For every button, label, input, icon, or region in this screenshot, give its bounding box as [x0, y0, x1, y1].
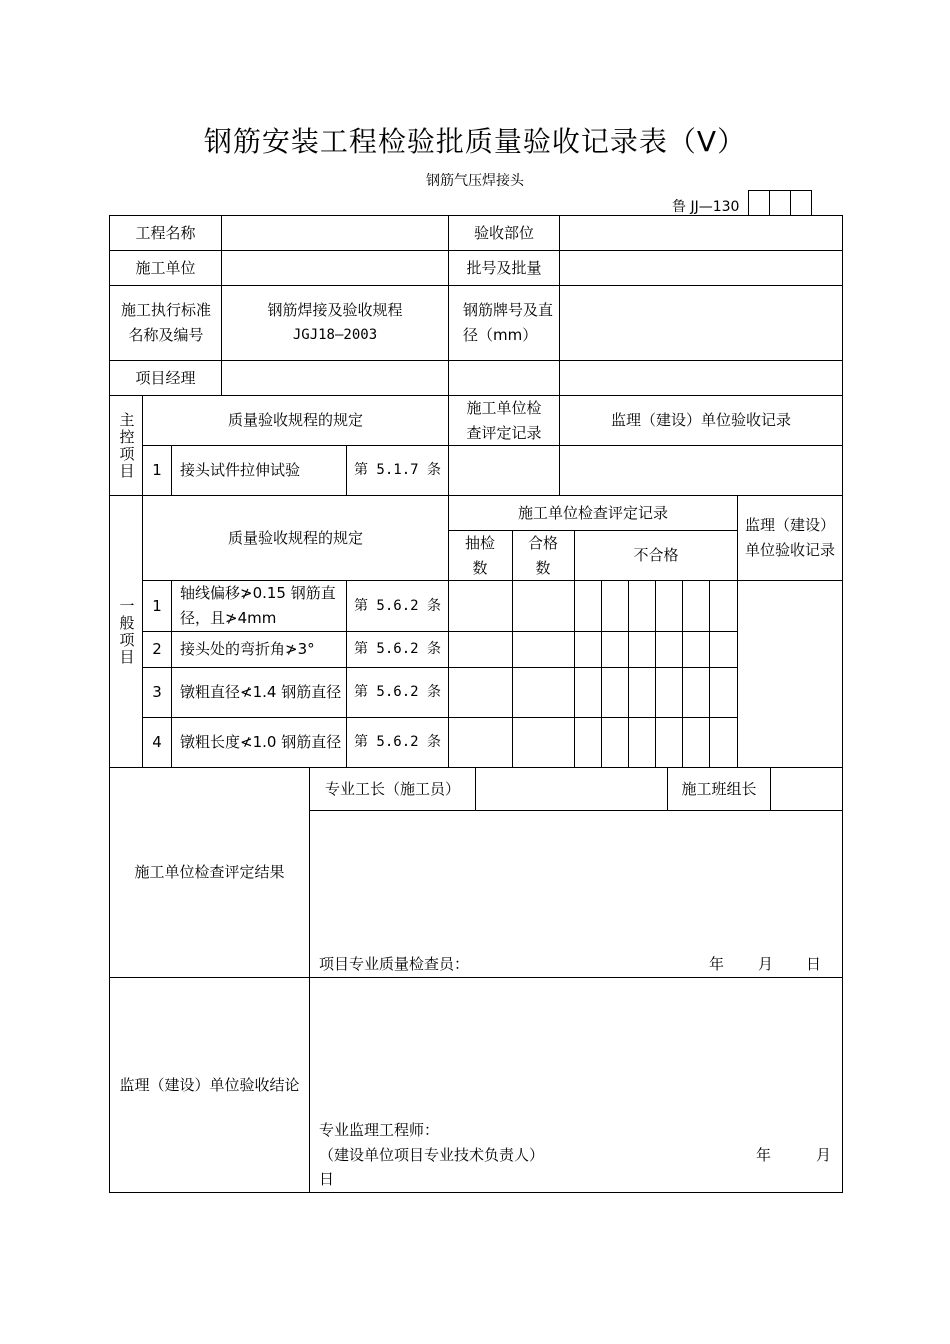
accept-part-label: 验收部位: [473, 223, 534, 242]
general-supervisor-header: 监理（建设）单位验收记录: [744, 516, 835, 559]
supervision-year: 年: [756, 1146, 772, 1164]
main-item-check-field[interactable]: [449, 446, 559, 495]
main-item-no: 1: [152, 461, 162, 479]
construction-unit-label: 施工单位: [135, 258, 196, 277]
general-section-label: 一般项目: [117, 597, 136, 666]
general-item-no: 4: [152, 733, 162, 751]
project-manager-label: 项目经理: [135, 368, 196, 387]
construction-year: 年: [709, 955, 725, 973]
project-name-label: 工程名称: [135, 223, 196, 242]
supervision-result-label: 监理（建设）单位验收结论: [119, 1075, 300, 1094]
batch-field[interactable]: [560, 251, 842, 285]
main-item-desc: 接头试件拉伸试验: [180, 461, 301, 479]
form-subtitle: 钢筋气压焊接头: [426, 173, 524, 189]
owner-label: （建设单位项目专业技术负责人）: [319, 1146, 545, 1164]
rebar-grade-label: 钢筋牌号及直径（mm）: [463, 301, 554, 344]
inspector-label: 项目专业质量检查员：: [319, 955, 470, 973]
standard-value: [222, 286, 448, 360]
team-leader-field[interactable]: [771, 768, 842, 810]
general-item-clause: 第 5.6.2 条: [353, 684, 441, 700]
sampled-header: 抽检数: [464, 533, 495, 577]
form-title: 钢筋安装工程检验批质量验收记录表（V）: [203, 125, 747, 158]
supervision-day: 日: [319, 1170, 335, 1188]
general-item-no: 2: [152, 640, 162, 658]
construction-month: 月: [758, 955, 774, 973]
supervision-result-field[interactable]: [310, 978, 842, 1116]
accept-part-field[interactable]: [560, 216, 842, 250]
general-item-desc: 轴线偏移≯0.15 钢筋直径，且≯4mm: [180, 584, 336, 627]
team-leader-label: 施工班组长: [681, 779, 757, 798]
general-item-desc: 接头处的弯折角≯3°: [180, 640, 315, 658]
form-code: 鲁 JJ—130: [672, 199, 740, 215]
general-item-clause: 第 5.6.2 条: [353, 597, 441, 614]
engineer-label: 专业监理工程师：: [319, 1121, 440, 1139]
general-item-desc: 镦粗长度≮1.0 钢筋直径: [180, 733, 342, 751]
general-item-clause: 第 5.6.2 条: [353, 734, 441, 750]
main-item-clause: 第 5.1.7 条: [353, 462, 441, 478]
rebar-grade-field[interactable]: [560, 286, 842, 360]
code-box[interactable]: [790, 190, 812, 215]
standard-value-line1: 钢筋焊接及验收规程: [267, 301, 403, 319]
general-item-no: 3: [152, 683, 162, 701]
general-item-no: 1: [152, 596, 162, 615]
general-check-header: 施工单位检查评定记录: [517, 503, 668, 522]
code-box[interactable]: [748, 190, 770, 215]
main-supervisor-header: 监理（建设）单位验收记录: [610, 411, 791, 429]
general-item-clause: 第 5.6.2 条: [353, 641, 441, 657]
main-control-section-label: 主控项目: [117, 411, 136, 480]
general-supervisor-field[interactable]: [738, 581, 842, 767]
main-spec-header: 质量验收规程的规定: [227, 411, 363, 429]
project-name-field[interactable]: [222, 216, 448, 250]
batch-label: 批号及批量: [466, 258, 542, 277]
foreman-field[interactable]: [476, 768, 667, 810]
construction-day: 日: [806, 955, 822, 973]
project-manager-field[interactable]: [222, 361, 448, 395]
general-spec-header: 质量验收规程的规定: [227, 528, 363, 547]
standard-label: 施工执行标准名称及编号: [120, 301, 211, 344]
passed-header: 合格数: [527, 533, 558, 577]
construction-result-field[interactable]: [310, 811, 842, 947]
foreman-label: 专业工长（施工员）: [324, 779, 460, 798]
general-item-desc: 镦粗直径≮1.4 钢筋直径: [180, 683, 342, 701]
standard-value-line2: JGJ18—2003: [292, 327, 378, 343]
construction-unit-field[interactable]: [222, 251, 448, 285]
failed-header: 不合格: [633, 546, 679, 564]
main-check-header: 施工单位检查评定记录: [466, 398, 542, 442]
code-box[interactable]: [769, 190, 791, 215]
construction-result-label: 施工单位检查评定结果: [134, 863, 285, 881]
main-item-supervisor-field[interactable]: [560, 446, 842, 495]
supervision-month: 月: [816, 1146, 832, 1164]
